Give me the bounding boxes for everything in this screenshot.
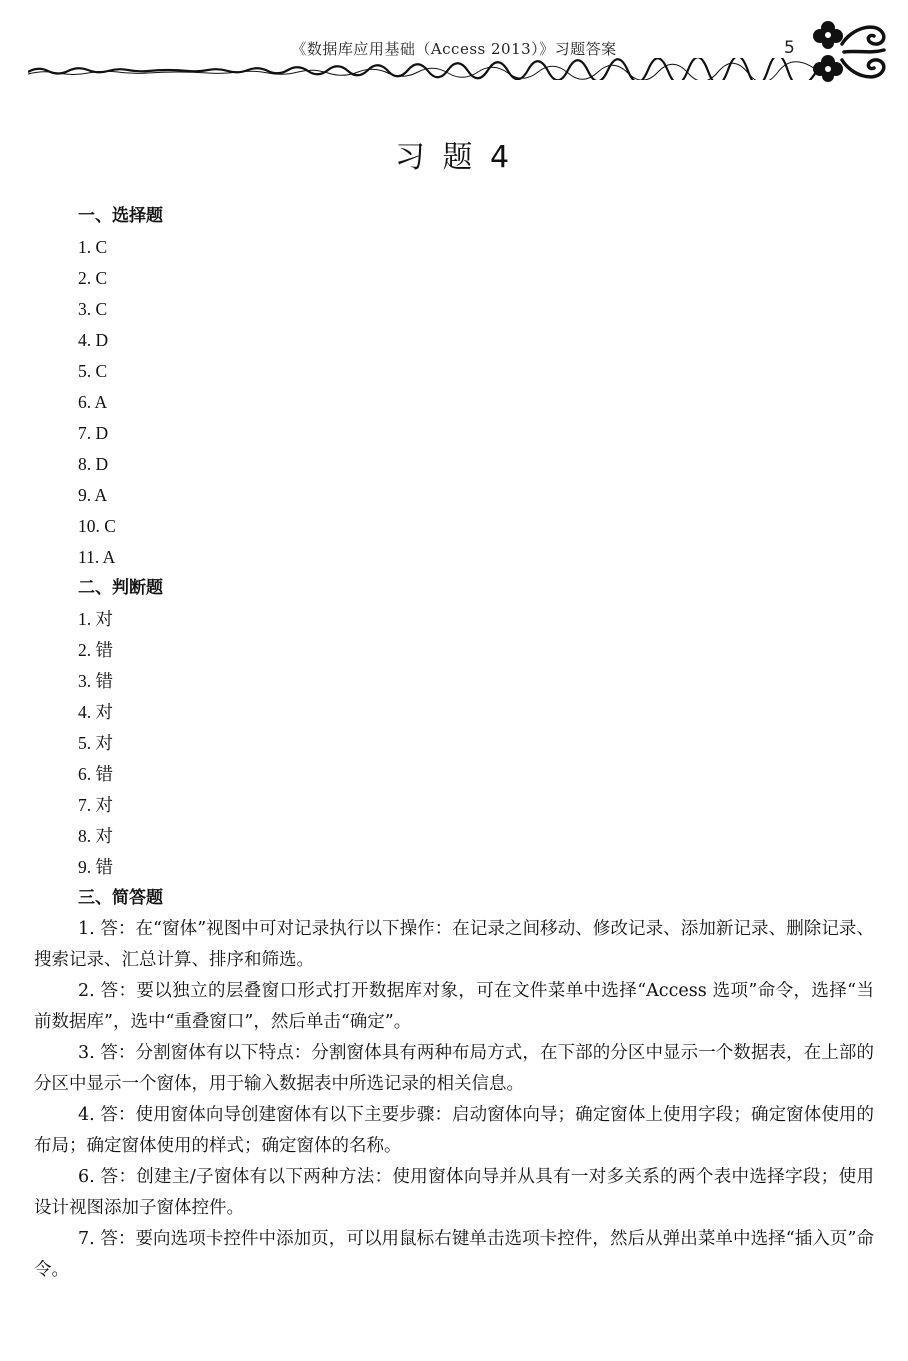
choice-answer: 7. D <box>78 423 109 443</box>
exercise-title: 习 题 4 <box>394 140 514 175</box>
judge-answer: 5. 对 <box>78 733 113 753</box>
judge-answer: 4. 对 <box>78 702 113 722</box>
choice-answer: 8. D <box>78 454 109 474</box>
choice-answer: 9. A <box>78 485 108 505</box>
header-wave-rule <box>28 58 818 80</box>
short-answer: 1. 答：在“窗体”视图中可对记录执行以下操作：在记录之间移动、修改记录、添加新记录、删除记录、搜索记录、汇总计算、排序和筛选。 <box>34 919 874 970</box>
section-heading-judge: 二、判断题 <box>78 578 163 598</box>
choice-answer: 2. C <box>78 268 108 288</box>
judge-answer: 6. 错 <box>78 764 113 784</box>
choice-answer: 3. C <box>78 299 108 319</box>
judge-answer: 8. 对 <box>78 826 113 846</box>
page-number: 5 <box>784 38 795 58</box>
short-answer: 7. 答：要向选项卡控件中添加页，可以用鼠标右键单击选项卡控件，然后从弹出菜单中选择“插入页”命令。 <box>34 1229 874 1280</box>
choice-answer: 10. C <box>78 516 116 536</box>
section-heading-short: 三、简答题 <box>78 888 163 908</box>
running-header-title: 《数据库应用基础（Access 2013）》习题答案 <box>291 40 617 58</box>
section-heading-choice: 一、选择题 <box>78 206 163 226</box>
flower-ornament-icon <box>808 14 894 86</box>
choice-answer: 11. A <box>78 547 116 567</box>
judge-answer: 2. 错 <box>78 640 113 660</box>
choice-answer: 4. D <box>78 330 109 350</box>
judge-answer: 7. 对 <box>78 795 113 815</box>
judge-answer: 3. 错 <box>78 671 113 691</box>
short-answer: 2. 答：要以独立的层叠窗口形式打开数据库对象，可在文件菜单中选择“Access 选项”命令，选择“当前数据库”，选中“重叠窗口”，然后单击“确定”。 <box>34 981 874 1032</box>
short-answer: 6. 答：创建主/子窗体有以下两种方法：使用窗体向导并从具有一对多关系的两个表中选择字段；使用设计视图添加子窗体控件。 <box>34 1167 874 1218</box>
short-answer: 4. 答：使用窗体向导创建窗体有以下主要步骤：启动窗体向导；确定窗体上使用字段；确定窗体使用的布局；确定窗体使用的样式；确定窗体的名称。 <box>34 1105 874 1156</box>
judge-answer: 9. 错 <box>78 857 113 877</box>
choice-answer: 6. A <box>78 392 108 412</box>
choice-answer: 1. C <box>78 237 108 257</box>
judge-answer: 1. 对 <box>78 609 113 629</box>
answer-content <box>0 201 908 1286</box>
short-answer: 3. 答：分割窗体有以下特点：分割窗体具有两种布局方式，在下部的分区中显示一个数据表，在上部的分区中显示一个窗体，用于输入数据表中所选记录的相关信息。 <box>34 1043 874 1094</box>
choice-answer: 5. C <box>78 361 108 381</box>
